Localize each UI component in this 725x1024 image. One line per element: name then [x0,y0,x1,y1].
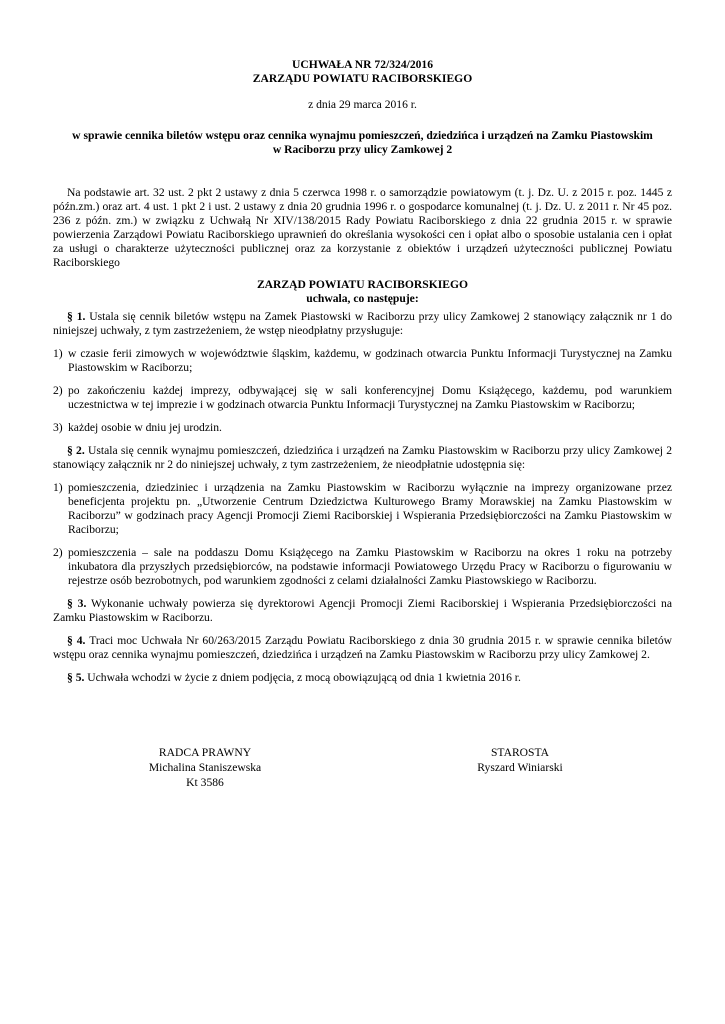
section-5-mark: § 5. [67,671,85,684]
title-line-1: UCHWAŁA NR 72/324/2016 [291,58,434,71]
section-5 [53,671,672,685]
section-3 [53,597,672,625]
section-2-mark: § 2. [67,444,85,457]
board-line-1: ZARZĄD POWIATU RACIBORSKIEGO [256,278,469,291]
section-3-text: Wykonanie uchwały powierza się dyrektorowi Agencji Promocji Ziemi Raciborskiej i Wspierania Przedsiębiorczości na Zamku Piastowskim w Raciborzu. [53,597,672,624]
item-number: 2) [53,546,63,559]
section-1-text: Ustala się cennik biletów wstępu na Zamek Piastowski w Raciborzu przy ulicy Zamkowej 2 stanowiący załącznik nr 1 do niniejszej uchwały, z tym zastrzeżeniem, że wstęp nieodpłatny przysługuje: [53,310,672,337]
subject-line-2: w Raciborzu przy ulicy Zamkowej 2 [272,143,453,156]
signature-id: Kt 3586 [186,776,224,789]
item-text: w czasie ferii zimowych w województwie śląskim, każdemu, w godzinach otwarcia Punktu Informacji Turystycznej na Zamku Piastowskim w Raciborzu; [68,347,672,374]
item-number: 3) [53,421,63,434]
signature-name: Michalina Staniszewska [148,761,262,774]
item-text: pomieszczenia – sale na poddaszu Domu Książęcego na Zamku Piastowskim w Raciborzu na okres 1 roku na potrzeby inkubatora dla przyszłych przedsiębiorców, na podstawie informacji Powiatowego Urzędu Pracy w Raciborzu o figurowaniu w rejestrze osób bezrobotnych, pod warunkiem zgodności z celami działalności Zamku Piastowskiego w Raciborzu. [68,546,672,587]
legal-basis-preamble: Na podstawie art. 32 ust. 2 pkt 2 ustawy z dnia 5 czerwca 1998 r. o samorządzie powiatowym (t. j. Dz. U. z 2015 r. poz. 1445 z późn.zm.) oraz art. 4 ust. 1 pkt 2 i ust. 2 ustawy z dnia 20 grudnia 1996 r. o gospodarce komunalnej (t. j. Dz. U. z 2011 r. Nr 45 poz. 236 z późn. zm.) w związku z Uchwałą Nr XIV/138/2015 Rady Powiatu Raciborskiego z dnia 22 grudnia 2015 r. w sprawie powierzenia Zarządowi Powiatu Raciborskiego uprawnień do określania wysokości cen i opłat albo o sposobie ustalania cen i opłat za usługi o charakterze użyteczności publicznej oraz za korzystanie z obiektów i urządzeń użyteczności publicznej Powiatu Raciborskiego [53,186,672,269]
resolution-subject [40,129,685,157]
resolution-body [53,310,672,694]
item-number: 1) [53,347,63,360]
section-4-text: Traci moc Uchwała Nr 60/263/2015 Zarządu Powiatu Raciborskiego z dnia 30 grudnia 2015 r. w sprawie cennika biletów wstępu oraz cennika wynajmu pomieszczeń, dziedzińca i urządzeń na Zamku Piastowskim w Raciborzu przy ulicy Zamkowej 2. [53,634,673,661]
section-1-item [53,421,672,435]
subject-line-1: w sprawie cennika biletów wstępu oraz cennika wynajmu pomieszczeń, dziedzińca i urządzeń na Zamku Piastowskim [72,129,653,142]
signature-starosta [450,745,590,775]
section-4 [53,634,672,662]
board-line-2: uchwala, co następuje: [306,292,419,305]
section-1-item [53,384,672,412]
item-text: każdej osobie w dniu jej urodzin. [68,421,222,434]
signature-role: RADCA PRAWNY [158,746,252,759]
board-heading [0,278,725,306]
section-2-text: Ustala się cennik wynajmu pomieszczeń, dziedzińca i urządzeń na Zamku Piastowskim w Raciborzu przy ulicy Zamkowej 2 stanowiący załącznik nr 2 do niniejszej uchwały, z tym zastrzeżeniem, że nieodpłatnie udostępnia się: [53,444,672,471]
title-line-2: ZARZĄDU POWIATU RACIBORSKIEGO [252,72,473,85]
section-1 [53,310,672,338]
resolution-date: z dnia 29 marca 2016 r. [308,98,417,111]
item-text: po zakończeniu każdej imprezy, odbywającej się w sali konferencyjnej Domu Książęcego, każdemu, pod warunkiem uczestnictwa w tej imprezie i w godzinach otwarcia Punktu Informacji Turystycznej na Zamku Piastowskim w Raciborzu; [68,384,672,411]
item-text: pomieszczenia, dziedziniec i urządzenia na Zamku Piastowskim w Raciborzu wyłącznie na imprezy organizowane przez beneficjenta projektu pn. „Utworzenie Centrum Dziedzictwa Kulturowego Bramy Morawskiej na Zamku Piastowskim w Raciborzu” w godzinach pracy Agencji Promocji Ziemi Raciborskiej i Wspierania Przedsiębiorczości na Zamku Piastowskim w Raciborzu; [68,481,672,536]
signature-name: Ryszard Winiarski [477,761,563,774]
section-1-item [53,347,672,375]
section-2-item [53,546,672,588]
section-5-text: Uchwała wchodzi w życie z dniem podjęcia, z mocą obowiązującą od dnia 1 kwietnia 2016 r. [84,671,521,684]
item-number: 1) [53,481,63,494]
signature-role: STAROSTA [490,746,550,759]
section-4-mark: § 4. [67,634,86,647]
section-2 [53,444,672,472]
section-2-item [53,481,672,537]
item-number: 2) [53,384,63,397]
section-1-mark: § 1. [67,310,86,323]
section-3-mark: § 3. [67,597,87,610]
resolution-title [0,58,725,86]
signature-legal-counsel [130,745,280,790]
